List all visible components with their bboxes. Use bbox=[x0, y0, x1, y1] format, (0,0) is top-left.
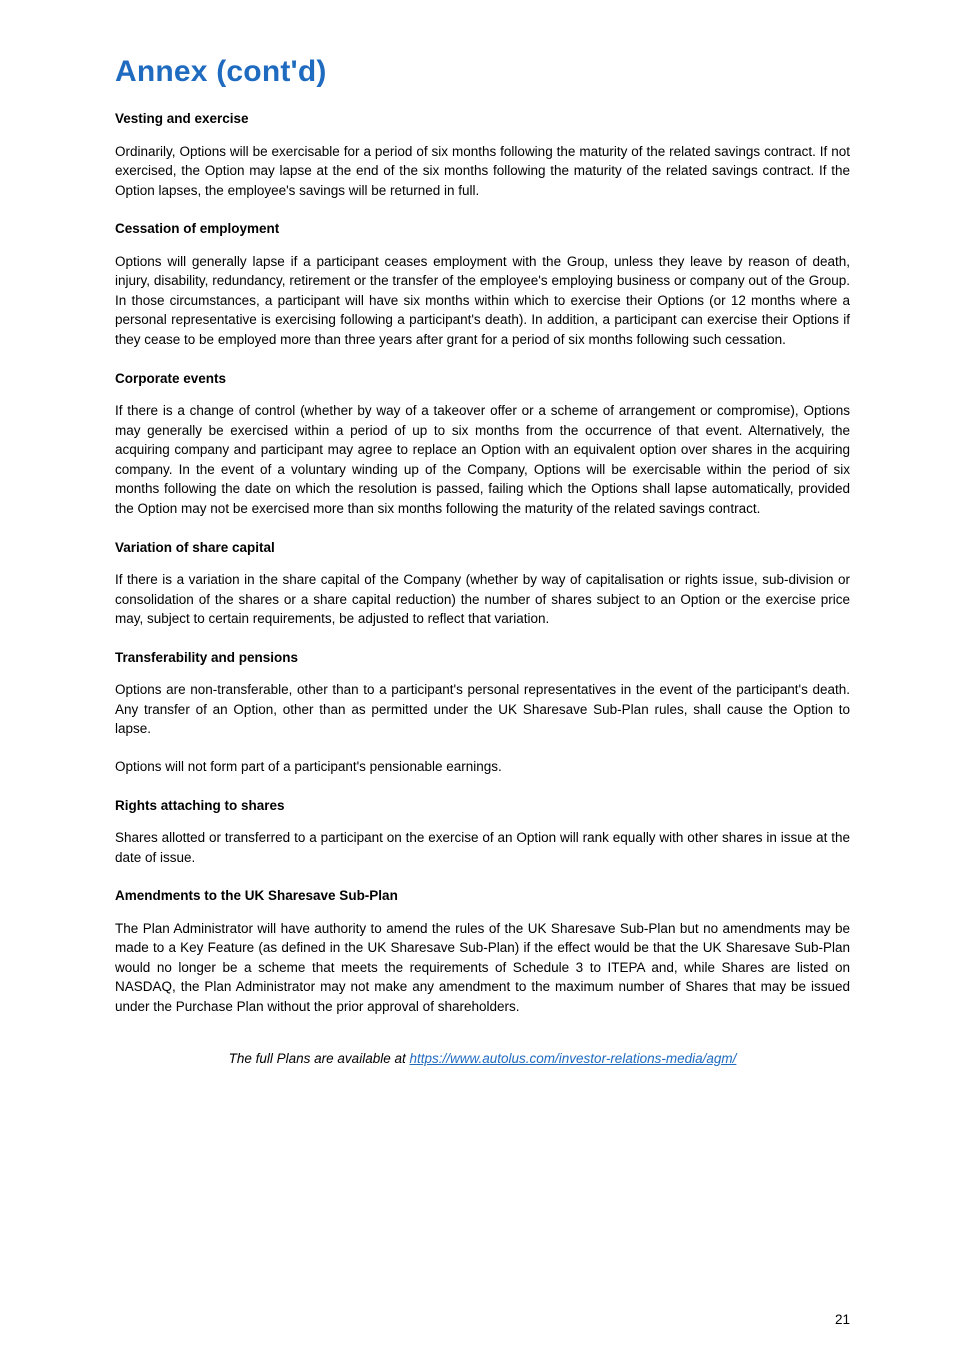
section-heading: Vesting and exercise bbox=[115, 111, 249, 126]
plans-link[interactable]: https://www.autolus.com/investor-relations-media/agm/ bbox=[409, 1050, 737, 1066]
section-vesting-and-exercise bbox=[115, 110, 850, 200]
paragraph: If there is a variation in the share capital of the Company (whether by way of capitalisation or rights issue, sub-division or consolidation of the shares or a share capital reduction) the number of shares subject to an Option or the exercise price may, subject to certain requirements, be adjusted to reflect that variation. bbox=[115, 572, 850, 627]
section-variation-of-share-capital bbox=[115, 539, 850, 629]
paragraph: Options will not form part of a participant's pensionable earnings. bbox=[115, 758, 502, 774]
footer-note-prefix: The full Plans are available at bbox=[228, 1050, 410, 1066]
section-heading: Variation of share capital bbox=[115, 539, 275, 555]
page-title: Annex (cont'd) bbox=[115, 55, 327, 88]
paragraph: If there is a change of control (whether by way of a takeover offer or a scheme of arrangement or compromise), Options may generally be exercised within a period of up to six months from the occurrence of that event. Alternatively, the acquiring company and participant may agree to replace an Option with an equivalent option over shares in the acquiring company. In the event of a voluntary winding up of the Company, Options will be exercisable within the period of six months following the date on which the resolution is passed, failing which the Options shall lapse automatically, provided the Option may not be exercised more than six months following the maturity of the related savings contract. bbox=[115, 403, 850, 516]
paragraph: The Plan Administrator will have authority to amend the rules of the UK Sharesave Sub-Plan but no amendments may be made to a Key Feature (as defined in the UK Sharesave Sub-Plan) if the effect would be that the UK Sharesave Sub-Plan would no longer be a scheme that meets the requirements of Schedule 3 to ITEPA and, while Shares are listed on NASDAQ, the Plan Administrator may not make any amendment to the maximum number of Shares that may be issued under the Purchase Plan without the prior approval of shareholders. bbox=[115, 920, 850, 1015]
plans-availability-note bbox=[115, 1051, 850, 1066]
page-number: 21 bbox=[834, 1312, 850, 1327]
section-corporate-events bbox=[115, 370, 850, 519]
section-cessation-of-employment bbox=[115, 220, 850, 349]
paragraph: Options will generally lapse if a participant ceases employment with the Group, unless they leave by reason of death, injury, disability, redundancy, retirement or the transfer of the employee's employing business or company out of the Group. In those circumstances, a participant will have six months within which to exercise their Options (or 12 months where a personal representative is exercising following a participant's death). In addition, a participant can exercise their Options if they cease to be employed more than three years after grant for a period of six months following such cessation. bbox=[115, 253, 850, 348]
section-heading: Amendments to the UK Sharesave Sub-Plan bbox=[115, 888, 398, 904]
section-rights-attaching-to-shares bbox=[115, 797, 850, 868]
section-heading: Cessation of employment bbox=[115, 221, 280, 237]
paragraph: Options are non-transferable, other than to a participant's personal representatives in the event of the participant's death. Any transfer of an Option, other than as permitted under the UK Sharesave Sub-Plan rules, shall cause the Option to lapse. bbox=[115, 682, 850, 737]
section-amendments-to-the-uk-sharesave-sub-plan bbox=[115, 887, 850, 1016]
section-heading: Rights attaching to shares bbox=[115, 797, 285, 813]
paragraph: Ordinarily, Options will be exercisable for a period of six months following the maturity of the related savings contract. If not exercised, the Option may lapse at the end of the six months following the maturity of the related savings contract. If the Option lapses, the employee's savings will be returned in full. bbox=[115, 143, 850, 198]
section-heading: Transferability and pensions bbox=[115, 649, 299, 665]
section-heading: Corporate events bbox=[115, 370, 227, 386]
paragraph: Shares allotted or transferred to a participant on the exercise of an Option will rank equally with other shares in issue at the date of issue. bbox=[115, 830, 850, 865]
section-transferability-and-pensions bbox=[115, 649, 850, 777]
